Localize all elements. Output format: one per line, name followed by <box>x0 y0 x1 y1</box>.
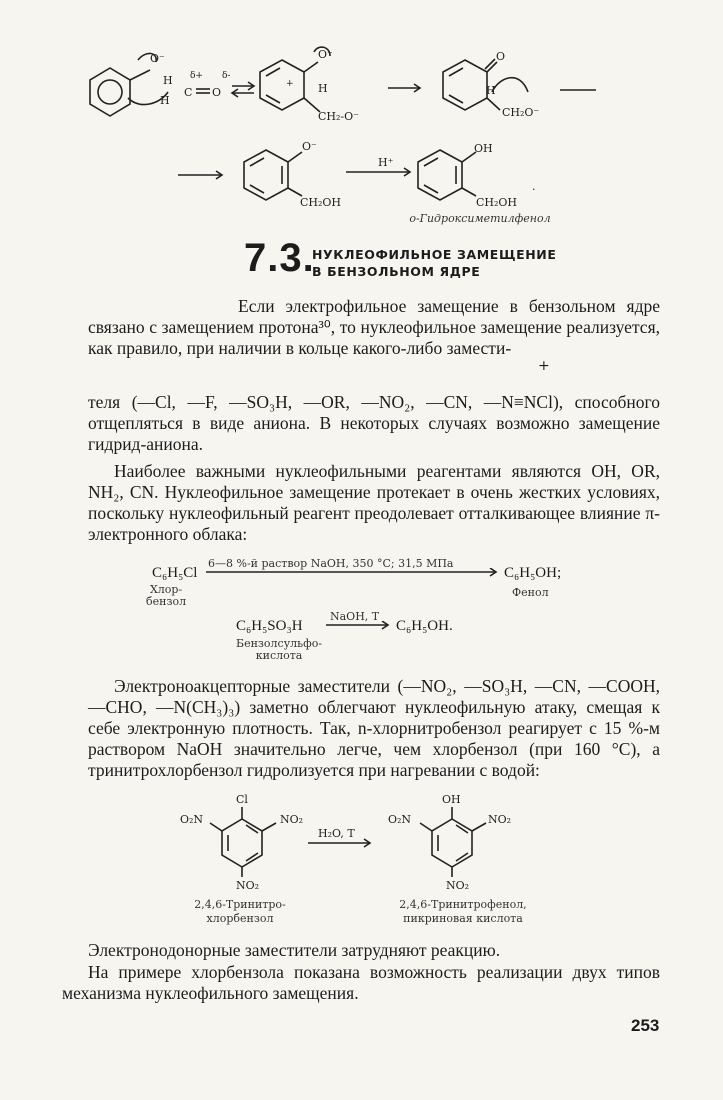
no2-right: NO₂ <box>280 813 304 826</box>
sigma1-o: O⁻ <box>318 48 333 61</box>
eq2-conditions: NaOH, T <box>330 610 380 623</box>
formaldehyde-o: O <box>212 86 222 99</box>
formaldehyde-h-top: H <box>163 74 173 87</box>
phenoxide-product-ring <box>244 150 302 200</box>
o2n-left-2: O₂N <box>388 813 412 826</box>
eq1-product: C₆H₅OH; <box>504 565 562 581</box>
picric-acid-name: 2,4,6-Тринитрофенол, пикриновая кислота <box>399 898 527 925</box>
delta-plus: δ+ <box>190 71 203 81</box>
sigma1-h: H <box>318 82 328 95</box>
page-number: 253 <box>631 1016 660 1035</box>
eq2-arrow <box>326 621 394 631</box>
sigma1-ch2o: CH₂-O⁻ <box>318 110 359 123</box>
bottom-conditions: H₂O, T <box>318 827 355 840</box>
product-name: о-Гидроксиметилфенол <box>409 212 551 225</box>
sigma1-plus: + <box>286 79 294 89</box>
top-reaction-scheme <box>0 0 723 235</box>
paragraph-1: Если электрофильное замещение в бензольном ядре связано с замещением протона³⁰, то нуклеофильное замещение реализуется, как правило, при наличии в кольце какого-либо замести- <box>88 296 660 358</box>
eq2-reactant: C₆H₅SO₃H <box>236 618 303 634</box>
delta-minus: δ- <box>222 71 231 81</box>
cl-label: Cl <box>236 793 248 806</box>
trinitrochlorobenzene-ring <box>210 807 276 877</box>
h-plus-label: H⁺ <box>378 156 394 169</box>
paragraph-4: Электронодонорные заместители затрудняют реакцию. <box>88 940 501 960</box>
trinitrochlorobenzene-name: 2,4,6-Тринитро- хлорбензол <box>194 898 286 925</box>
paragraph-3: Электроноакцепторные заместители (—NO₂, —SO₃H, —CN, —COOH, —CHO, —N(CH₃)₃) заметно облегчают нуклеофильную атаку, смещая к себе электронную плотность. Так, n-хлорнитробензол реагирует с 15 %-м раствором NaOH значительно легче, чем хлорбензол (при 160 °C), а тринитрохлорбензол гидролизуется при нагревании с водой: <box>88 676 660 780</box>
eq1-reactant-name: Хлор- бензол <box>146 583 187 608</box>
formaldehyde-h-bottom: H <box>160 94 170 107</box>
product-oh: OH <box>474 142 493 155</box>
phenoxide-ring <box>90 53 156 116</box>
section-number: 7.3. <box>244 236 315 280</box>
eq1-reactant: C₆H₅Cl <box>152 565 198 581</box>
hydroxymethylphenol-ring <box>418 150 476 200</box>
phenoxide-product-ch2oh: CH₂OH <box>300 196 342 209</box>
eq1-product-name: Фенол <box>512 586 549 599</box>
picric-acid-ring <box>420 807 486 877</box>
product-ch2oh: CH₂OH <box>476 196 518 209</box>
eq1-arrow <box>206 568 502 578</box>
bottom-reaction-scheme <box>0 785 723 945</box>
sigma2-h: H <box>486 84 496 97</box>
paragraph-1-continued: теля (—Cl, —F, —SO₃H, —OR, —NO₂, —CN, —N≡NCl), способного отщепляться в виде аниона. В некоторых случаях возможно замещение гидрид-аниона. <box>88 392 660 454</box>
eq2-reactant-name: Бензолсульфо- кислота <box>236 637 323 662</box>
paragraph-5: На примере хлорбензола показана возможность реализации двух типов механизма нуклеофильного замещения. <box>62 962 660 1003</box>
o2n-left: O₂N <box>180 813 204 826</box>
no2-bottom-2: NO₂ <box>446 879 470 892</box>
sigma2-o: O <box>496 50 506 63</box>
sigma2-ch2o: CH₂O⁻ <box>502 106 540 119</box>
formaldehyde-c: C <box>184 86 193 99</box>
paragraph-2: Наиболее важными нуклеофильными реагентами являются OH, OR, NH₂, CN. Нуклеофильное замещение протекает в очень жестких условиях, поскольку нуклеофильный реагент преодолевает отталкивающее влияние π-электронного облака: <box>88 461 660 544</box>
plus-mark: + <box>538 358 550 374</box>
eq1-conditions: 6—8 %-й раствор NaOH, 350 °C; 31,5 МПа <box>208 557 454 570</box>
phenoxide-product-o: O⁻ <box>302 140 317 153</box>
section-title-line2: В БЕНЗОЛЬНОМ ЯДРЕ <box>312 264 481 279</box>
no2-right-2: NO₂ <box>488 813 512 826</box>
no2-bottom: NO₂ <box>236 879 260 892</box>
svg-text:.: . <box>532 180 536 193</box>
section-title-line1: НУКЛЕОФИЛЬНОЕ ЗАМЕЩЕНИЕ <box>312 247 557 262</box>
oh-label: OH <box>442 793 461 806</box>
eq2-product: C₆H₅OH. <box>396 618 453 634</box>
phenoxide-o-label: O⁻ <box>150 52 165 65</box>
